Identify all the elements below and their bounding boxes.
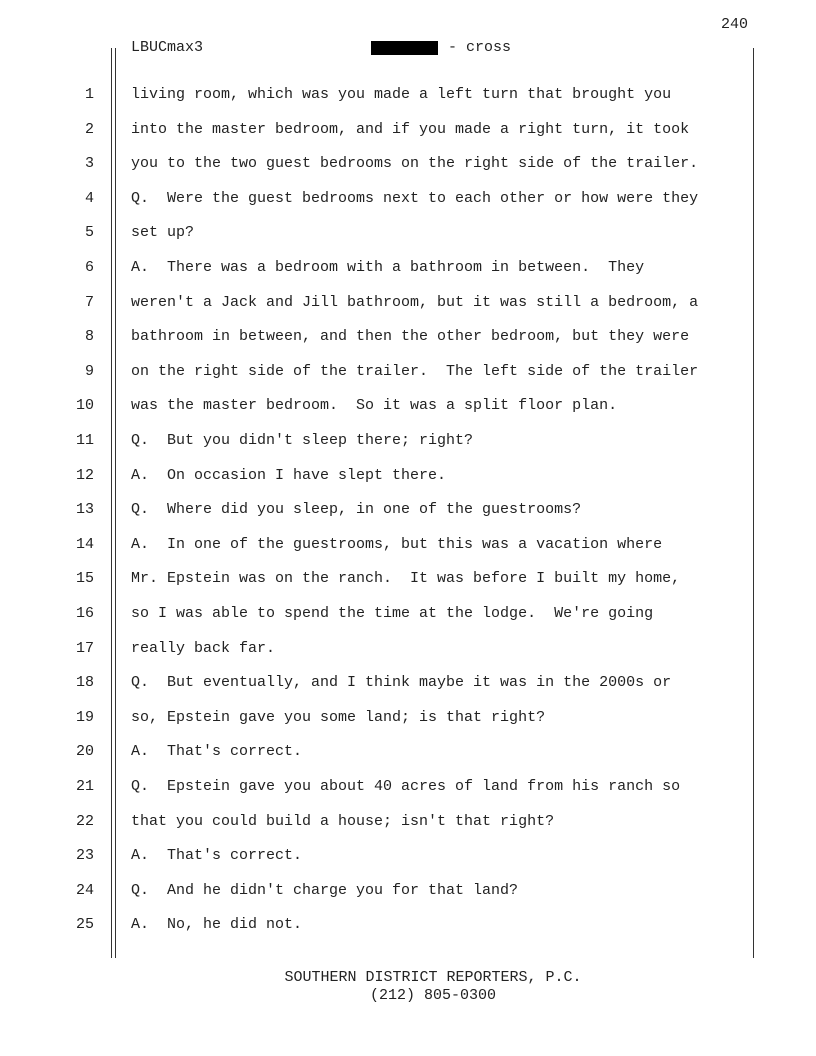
left-margin-rule-inner bbox=[115, 48, 116, 958]
transcript-line: that you could build a house; isn't that right? bbox=[131, 812, 555, 830]
transcript-line: was the master bedroom. So it was a split floor plan. bbox=[131, 397, 618, 415]
left-margin-rule bbox=[111, 48, 112, 958]
line-number: 3 bbox=[84, 155, 94, 173]
line-number: 11 bbox=[75, 432, 94, 449]
transcript-line: A. In one of the guestrooms, but this was a vacation where bbox=[131, 535, 663, 553]
transcript-line: you to the two guest bedrooms on the right side of the trailer. bbox=[131, 155, 699, 173]
page-number: 240 bbox=[720, 16, 748, 33]
line-number: 23 bbox=[75, 847, 94, 865]
line-number: 25 bbox=[75, 916, 94, 934]
line-number: 21 bbox=[75, 778, 94, 795]
line-number: 16 bbox=[75, 605, 94, 622]
transcript-line: living room, which was you made a left turn that brought you bbox=[131, 86, 672, 103]
transcript-line: Q. And he didn't charge you for that land? bbox=[131, 881, 519, 899]
line-number: 13 bbox=[75, 501, 94, 519]
header-exam-type: - cross bbox=[448, 39, 512, 56]
line-number: 8 bbox=[84, 328, 94, 346]
line-number: 14 bbox=[75, 535, 94, 553]
transcript-line: A. No, he did not. bbox=[131, 916, 303, 934]
transcript-line: weren't a Jack and Jill bathroom, but it was still a bedroom, a bbox=[131, 293, 699, 311]
transcript-line: A. That's correct. bbox=[131, 743, 303, 761]
line-number: 17 bbox=[75, 639, 94, 657]
line-number: 5 bbox=[84, 224, 94, 242]
line-number: 24 bbox=[75, 881, 94, 899]
line-number: 20 bbox=[75, 743, 94, 761]
transcript-line: A. That's correct. bbox=[131, 847, 303, 865]
line-number: 18 bbox=[75, 674, 94, 692]
line-number: 1 bbox=[84, 86, 94, 103]
redaction-bar bbox=[371, 41, 438, 55]
transcript-line: A. On occasion I have slept there. bbox=[131, 466, 447, 484]
line-number: 19 bbox=[75, 708, 94, 726]
line-number: 22 bbox=[75, 812, 94, 830]
transcript-line: really back far. bbox=[131, 639, 276, 657]
footer-phone: (212) 805-0300 bbox=[369, 987, 497, 1004]
line-number: 2 bbox=[84, 120, 94, 138]
transcript-line: Q. Epstein gave you about 40 acres of land from his ranch so bbox=[131, 778, 681, 795]
transcript-line: Q. But eventually, and I think maybe it was in the 2000s or bbox=[131, 674, 672, 692]
line-number: 6 bbox=[84, 259, 94, 276]
transcript-line: on the right side of the trailer. The left side of the trailer bbox=[131, 362, 699, 380]
line-number: 4 bbox=[84, 189, 94, 207]
transcript-line: so, Epstein gave you some land; is that right? bbox=[131, 708, 546, 726]
line-number: 9 bbox=[84, 362, 94, 380]
footer-company: SOUTHERN DISTRICT REPORTERS, P.C. bbox=[284, 969, 582, 986]
line-number: 15 bbox=[75, 570, 94, 588]
footer bbox=[0, 969, 816, 1005]
line-number: 12 bbox=[75, 466, 94, 484]
line-number: 10 bbox=[75, 397, 94, 415]
transcript-line: Q. Were the guest bedrooms next to each other or how were they bbox=[131, 189, 699, 207]
transcript-line: Q. But you didn't sleep there; right? bbox=[131, 432, 474, 449]
transcript-line: A. There was a bedroom with a bathroom in between. They bbox=[131, 259, 645, 276]
right-margin-rule bbox=[753, 48, 754, 958]
header-witness bbox=[371, 39, 511, 56]
transcript-line: Q. Where did you sleep, in one of the guestrooms? bbox=[131, 501, 582, 519]
transcript-line: into the master bedroom, and if you made a right turn, it took bbox=[131, 120, 690, 138]
transcript-line: bathroom in between, and then the other bedroom, but they were bbox=[131, 328, 690, 346]
transcript-line: so I was able to spend the time at the lodge. We're going bbox=[131, 605, 654, 622]
transcript-line: set up? bbox=[131, 224, 195, 242]
transcript-line: Mr. Epstein was on the ranch. It was before I built my home, bbox=[131, 570, 681, 588]
header-case-code: LBUCmax3 bbox=[131, 39, 204, 56]
line-number: 7 bbox=[84, 293, 94, 311]
